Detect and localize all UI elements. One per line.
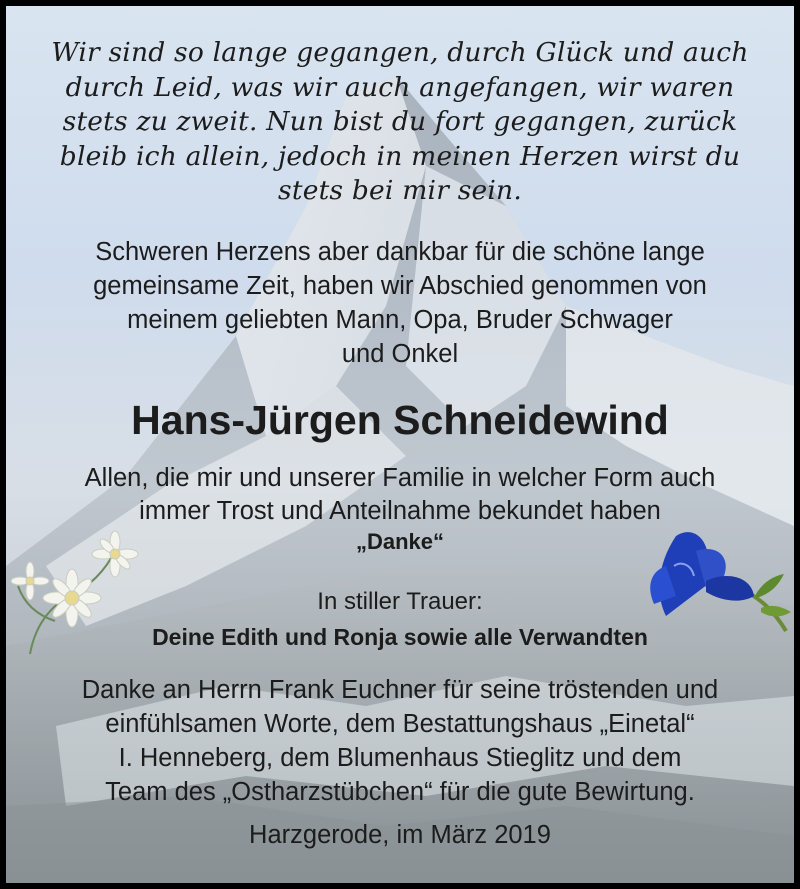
- deceased-name: Hans-Jürgen Schneidewind: [131, 397, 669, 443]
- thanks-line: immer Trost und Anteilnahme bekundet haben: [139, 497, 661, 525]
- intro-line: meinem geliebten Mann, Opa, Bruder Schwager: [127, 306, 673, 334]
- intro-line: und Onkel: [341, 340, 459, 368]
- thanks-line: Allen, die mir und unserer Familie in welcher Form auch: [84, 464, 716, 492]
- memorial-poem: [46, 36, 754, 209]
- farewell-intro: [36, 235, 764, 371]
- closing-line: einfühlsamen Worte, dem Bestattungshaus „Einetal“: [105, 710, 695, 738]
- closing-line: I. Henneberg, dem Blumenhaus Stieglitz und dem: [118, 744, 682, 772]
- thanks-text: [36, 462, 764, 528]
- place-date: Harzgerode, im März 2019: [249, 821, 551, 849]
- obituary-content: [6, 6, 794, 883]
- closing-thanks: [26, 673, 774, 809]
- closing-line: Team des „Ostharzstübchen“ für die gute Bewirtung.: [105, 778, 695, 806]
- closing-line: Danke an Herrn Frank Euchner für seine tröstenden und: [81, 676, 719, 704]
- poem-line: bleib ich allein, jedoch in meinen Herzen wirst du: [59, 140, 741, 172]
- poem-line: stets bei mir sein.: [278, 175, 522, 206]
- poem-line: durch Leid, was wir auch angefangen, wir waren: [65, 71, 735, 103]
- poem-line: Wir sind so lange gegangen, durch Glück und auch: [51, 37, 749, 68]
- intro-line: Schweren Herzens aber dankbar für die schöne lange: [95, 238, 705, 266]
- intro-line: gemeinsame Zeit, haben wir Abschied genommen von: [93, 272, 707, 300]
- poem-line: stets zu zweit. Nun bist du fort gegangen, zurück: [62, 106, 738, 137]
- mourning-family: Deine Edith und Ronja sowie alle Verwandten: [152, 624, 648, 650]
- mourning-label: In stiller Trauer:: [317, 588, 483, 615]
- danke-text: „Danke“: [355, 529, 445, 554]
